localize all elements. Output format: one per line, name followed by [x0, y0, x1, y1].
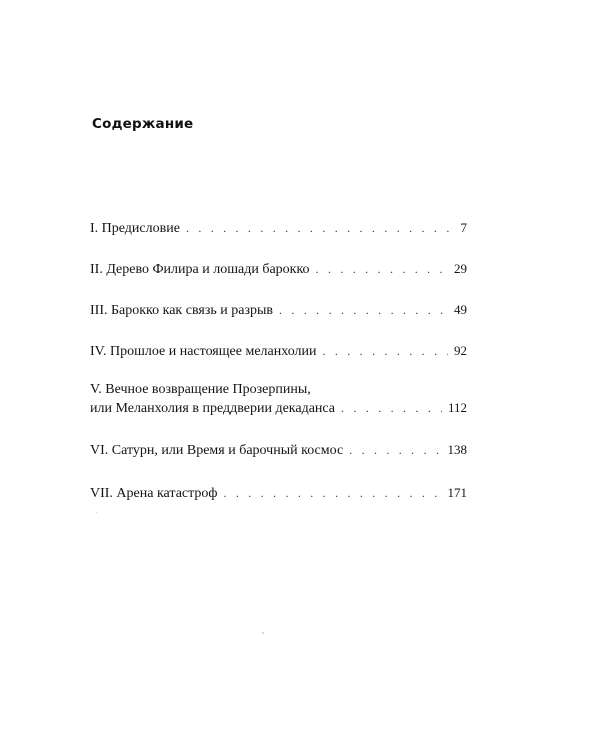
- toc-entry-line: [90, 260, 467, 279]
- toc-entry-line: [90, 381, 467, 399]
- toc-entry-title-line-1: V. Вечное возвращение Прозерпины,: [90, 382, 311, 397]
- toc-entry-title: III. Барокко как связь и разрыв: [90, 303, 273, 318]
- toc-entry-title: IV. Прошлое и настоящее меланхолии: [90, 344, 317, 359]
- toc-entry-title: II. Дерево Филира и лошади барокко: [90, 262, 310, 277]
- toc-heading: Содержание: [92, 116, 194, 132]
- toc-entry: [90, 381, 467, 418]
- toc-entry-title: I. Предисловие: [90, 221, 180, 236]
- toc-entry-page-number: 29: [454, 261, 467, 276]
- toc-entry: [90, 484, 467, 503]
- toc-entry: [90, 441, 467, 460]
- toc-entry-title-line-2: или Меланхолия в преддверии декаданса: [90, 401, 336, 416]
- paper-speck: [96, 512, 97, 513]
- toc-entry-line: [90, 342, 467, 361]
- toc-entry: [90, 301, 467, 320]
- dot-leader: [316, 260, 448, 278]
- toc-entry-page-number: 92: [454, 343, 467, 358]
- toc-entry-line: [90, 219, 467, 238]
- toc-entry-title: VII. Арена катастроф: [90, 486, 218, 501]
- paper-speck: [262, 632, 264, 634]
- toc-entry: [90, 219, 467, 238]
- toc-entry-title: VI. Сатурн, или Время и барочный космос: [90, 443, 344, 458]
- dot-leader: [186, 219, 455, 237]
- toc-entry-page-number: 171: [447, 485, 467, 500]
- dot-leader: [349, 441, 441, 459]
- toc-entry-line: [90, 441, 467, 460]
- toc-entry-page-number: 138: [447, 442, 467, 457]
- toc-entry-page-number: 112: [447, 400, 467, 415]
- dot-leader: [223, 484, 441, 502]
- toc-entry-line: [90, 484, 467, 503]
- toc-entry-line: [90, 301, 467, 320]
- dot-leader: [322, 342, 448, 360]
- toc-entry-line: [90, 399, 467, 418]
- toc-entry: [90, 342, 467, 361]
- toc-entry-page-number: 7: [460, 220, 467, 235]
- toc-entry-page-number: 49: [454, 302, 467, 317]
- toc-entry: [90, 260, 467, 279]
- dot-leader: [279, 301, 448, 319]
- dot-leader: [341, 399, 442, 417]
